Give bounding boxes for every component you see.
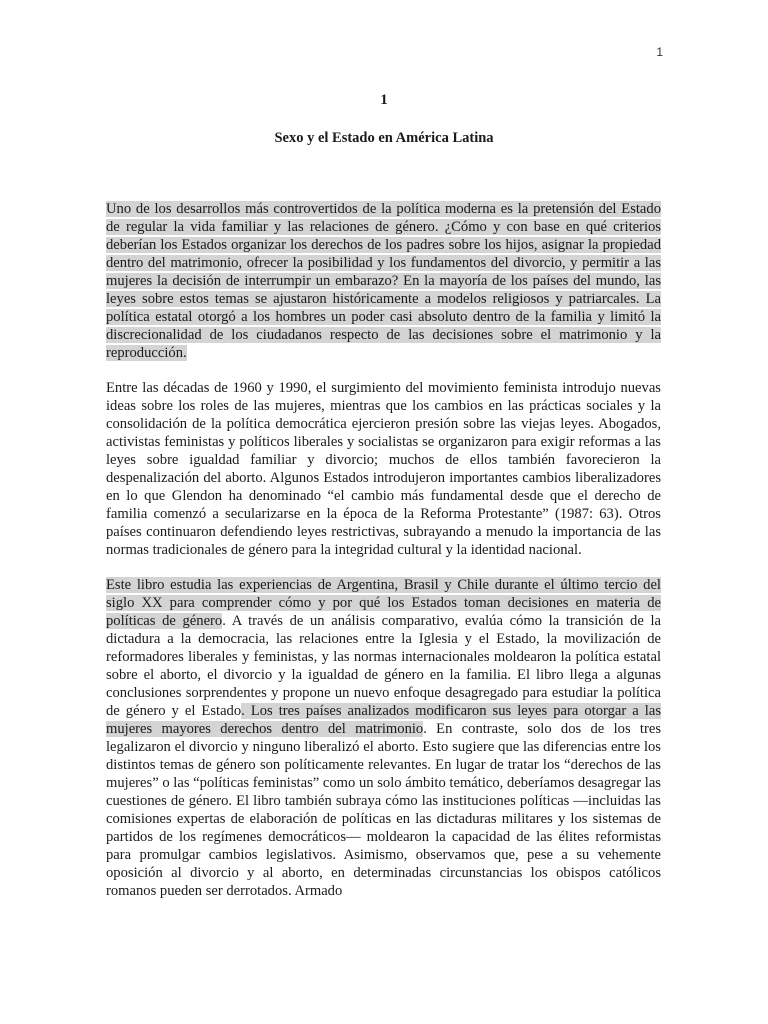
highlighted-text: Este libro estudia las experiencias de Argentina, Brasil y Chile durante el último tercio del siglo XX para comprender cómo y por qué los Estados toman decisiones en materia de políticas de género xyxy=(106,577,661,629)
paragraph-text: Entre las décadas de 1960 y 1990, el surgimiento del movimiento feminista introdujo nuevas ideas sobre los roles de las mujeres, mientras que los cambios en las prácticas sociales y la consolidación de la política democrática ejercieron presión sobre las viejas leyes. Abogados, activistas feministas y políticos liberales y socialistas se organizaron para exigir reformas a las leyes sobre igualdad familiar y divorcio; muchos de ellos también favorecieron la despenalización del aborto. Algunos Estados introdujeron importantes cambios liberalizadores en lo que Glendon ha denominado “el cambio más fundamental desde que el derecho de familia comenzó a secularizarse en la época de la Reforma Protestante” (1987: 63). Otros países continuaron defendiendo leyes restrictivas, subrayando a menudo la importancia de las normas tradicionales de género para la integridad cultural y la identidad nacional. xyxy=(106,380,661,558)
chapter-number: 1 xyxy=(380,92,388,108)
paragraph-text: . A través de un análisis comparativo, evalúa cómo la transición de la dictadura a la democracia, las relaciones entre la Iglesia y el Estado, la movilización de reformadores liberales y feministas, y las normas internacionales moldearon la política estatal sobre el aborto, el divorcio y la igualdad de género en la familia. El libro llega a algunas conclusiones sorprendentes y propone un nuevo enfoque desagregado para estudiar la política de género y el Estado xyxy=(106,613,661,719)
document-body xyxy=(106,200,661,917)
page-number: 1 xyxy=(656,45,663,59)
highlighted-text: Uno de los desarrollos más controvertidos de la política moderna es la pretensión del Estado de regular la vida familiar y las relaciones de género. ¿Cómo y con base en qué criterios deberían los Estados organizar los derechos de los padres sobre los hijos, asignar la propiedad dentro del matrimonio, ofrecer la posibilidad y los fundamentos del divorcio, y permitir a las mujeres la decisión de interrumpir un embarazo? En la mayoría de los países del mundo, las leyes sobre estos temas se ajustaron históricamente a modelos religiosos y patriarcales. La política estatal otorgó a los hombres un poder casi absoluto dentro de la familia y limitó la discrecionalidad de los ciudadanos respecto de las decisiones sobre el matrimonio y la reproducción. xyxy=(106,201,661,361)
paragraph-3 xyxy=(106,576,661,900)
paragraph-2 xyxy=(106,379,661,559)
chapter-title: Sexo y el Estado en América Latina xyxy=(274,130,494,146)
paragraph-text: . En contraste, solo dos de los tres legalizaron el divorcio y ninguno liberalizó el aborto. Esto sugiere que las diferencias entre los distintos temas de género son políticamente relevantes. En lugar de tratar los “derechos de las mujeres” o las “políticas feministas” como un solo ámbito temático, deberíamos desagregar las cuestiones de género. El libro también subraya cómo las instituciones políticas —incluidas las comisiones expertas de elaboración de políticas en las dictaduras militares y los sistemas de partidos de los regímenes democráticos— moldearon la capacidad de las élites reformistas para promulgar cambios legislativos. Asimismo, observamos que, pese a su vehemente oposición al divorcio y al aborto, en determinadas circunstancias los obispos católicos romanos pueden ser derrotados. Armado xyxy=(106,721,661,899)
highlighted-text: . Los tres países analizados modificaron sus leyes para otorgar a las mujeres mayores derechos dentro del matrimonio xyxy=(106,703,662,737)
paragraph-1 xyxy=(106,200,661,362)
